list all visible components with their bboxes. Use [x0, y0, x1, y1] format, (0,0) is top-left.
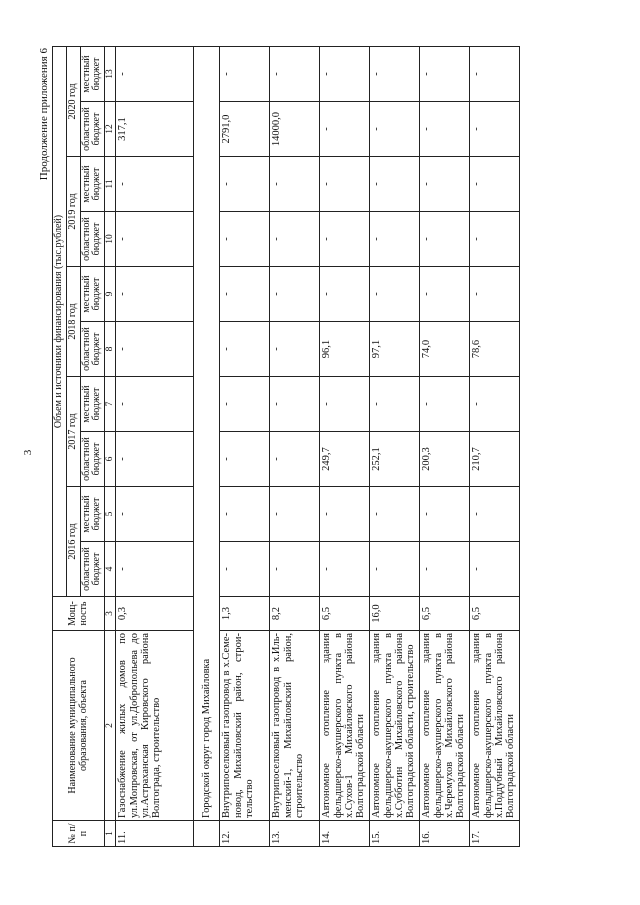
header-local: местный бюджет [80, 267, 105, 322]
capacity-value: 16,0 [370, 597, 420, 631]
continuation-note: Продолжение приложения 6 [38, 48, 50, 181]
funding-value: - [320, 212, 370, 267]
row-number: 17. [470, 821, 520, 847]
header-local: местный бюджет [80, 377, 105, 432]
row-number: 16. [420, 821, 470, 847]
funding-value: - [320, 377, 370, 432]
page-number: 3 [22, 449, 34, 456]
funding-value: - [370, 542, 420, 597]
header-year: 2020 год [66, 46, 80, 156]
col-number: 9 [105, 267, 116, 322]
col-number: 7 [105, 377, 116, 432]
header-funding: Объем и источники финансирования (тыс.рублей) [53, 46, 67, 596]
col-number: 4 [105, 542, 116, 597]
funding-value: 249,7 [320, 432, 370, 487]
header-year: 2017 год [66, 377, 80, 487]
funding-value: 74,0 [420, 322, 470, 377]
funding-value: - [370, 377, 420, 432]
funding-value: - [370, 487, 420, 542]
object-name: Автономное отопление здания фельдшерско-акушерского пункта в х.Субботин Михайловского района Волгоградской области, строительство [370, 631, 420, 821]
funding-value: - [420, 487, 470, 542]
funding-value: 200,3 [420, 432, 470, 487]
funding-value: - [116, 212, 194, 267]
table-row [320, 46, 370, 846]
col-number: 3 [105, 597, 116, 631]
funding-table [52, 46, 520, 847]
capacity-value: 8,2 [270, 597, 320, 631]
funding-value: - [420, 102, 470, 157]
funding-value: - [320, 487, 370, 542]
header-regional: областной бюджет [80, 102, 105, 157]
capacity-value: 6,5 [420, 597, 470, 631]
object-name: Внутрипоселковый газопровод в х.Семе-новод, Михайловский район, строи-тельство [220, 631, 270, 821]
table-row [370, 46, 420, 846]
funding-value: - [270, 46, 320, 101]
col-number: 12 [105, 102, 116, 157]
capacity-value: 1,3 [220, 597, 270, 631]
header-regional: областной бюджет [80, 322, 105, 377]
table-row [470, 46, 520, 846]
funding-value: 96,1 [320, 322, 370, 377]
table-row [220, 46, 270, 846]
funding-value: - [270, 212, 320, 267]
funding-value: - [220, 157, 270, 212]
funding-value: - [470, 46, 520, 101]
row-number: 14. [320, 821, 370, 847]
table-row [116, 46, 194, 846]
funding-value: - [220, 267, 270, 322]
funding-value: 14000,0 [270, 102, 320, 157]
funding-value: 97,1 [370, 322, 420, 377]
funding-value: - [420, 267, 470, 322]
funding-value: 210,7 [470, 432, 520, 487]
funding-value: - [470, 267, 520, 322]
funding-value: - [420, 212, 470, 267]
funding-value: - [470, 157, 520, 212]
header-year: 2018 год [66, 267, 80, 377]
header-num: № п/п [53, 821, 105, 847]
col-number: 6 [105, 432, 116, 487]
funding-value: - [270, 432, 320, 487]
funding-value: - [116, 542, 194, 597]
funding-value: - [220, 542, 270, 597]
header-regional: областной бюджет [80, 432, 105, 487]
funding-value: - [116, 157, 194, 212]
col-number: 2 [105, 631, 116, 821]
funding-value: - [116, 377, 194, 432]
row-number: 12. [220, 821, 270, 847]
funding-value: - [320, 267, 370, 322]
object-name: Автономное отопление здания фельдшерско-акушерского пункта в х.Поддубный Михайловского района Волгоградской области [470, 631, 520, 821]
funding-value: - [220, 46, 270, 101]
funding-value: - [370, 102, 420, 157]
funding-value: - [320, 542, 370, 597]
funding-value: - [420, 46, 470, 101]
funding-value: - [470, 542, 520, 597]
funding-value: - [220, 322, 270, 377]
funding-value: - [420, 377, 470, 432]
funding-value: - [320, 157, 370, 212]
funding-value: - [220, 377, 270, 432]
funding-value: - [420, 542, 470, 597]
header-capacity: Мощ-ность [53, 597, 105, 631]
funding-value: - [220, 487, 270, 542]
col-number: 13 [105, 46, 116, 101]
header-regional: областной бюджет [80, 212, 105, 267]
funding-value: - [220, 432, 270, 487]
funding-value: - [116, 46, 194, 101]
col-number: 1 [105, 821, 116, 847]
col-number: 10 [105, 212, 116, 267]
funding-value: 252,1 [370, 432, 420, 487]
funding-value: - [470, 212, 520, 267]
header-regional: областной бюджет [80, 542, 105, 597]
funding-value: - [116, 432, 194, 487]
funding-value: 317,1 [116, 102, 194, 157]
header-local: местный бюджет [80, 157, 105, 212]
header-year: 2016 год [66, 487, 80, 597]
capacity-value: 0,3 [116, 597, 194, 631]
row-number: 11. [116, 821, 194, 847]
section-num-cell [194, 821, 220, 847]
row-number: 15. [370, 821, 420, 847]
funding-value: - [116, 267, 194, 322]
section-title: Городской округ город Михайловка [194, 46, 220, 820]
funding-value: - [370, 267, 420, 322]
funding-value: - [116, 322, 194, 377]
header-name: Наименование муниципального образования, объекта [53, 631, 105, 821]
object-name: Внутрипоселковый газопровод в х.Иль-менский-1, Михайловский район, строительство [270, 631, 320, 821]
header-year: 2019 год [66, 157, 80, 267]
col-number: 5 [105, 487, 116, 542]
funding-value: - [370, 157, 420, 212]
table-row [420, 46, 470, 846]
section-row [194, 46, 220, 846]
funding-value: - [270, 377, 320, 432]
table-row [270, 46, 320, 846]
capacity-value: 6,5 [320, 597, 370, 631]
funding-value: - [270, 487, 320, 542]
table-body [116, 46, 520, 846]
funding-value: - [470, 377, 520, 432]
funding-value: - [116, 487, 194, 542]
row-number: 13. [270, 821, 320, 847]
funding-value: - [420, 157, 470, 212]
col-number: 11 [105, 157, 116, 212]
funding-value: 78,6 [470, 322, 520, 377]
funding-value: - [370, 212, 420, 267]
object-name: Автономное отопление здания фельдшерско-акушерского пункта в х.Черемухов Михайловского района Волгоградской области [420, 631, 470, 821]
col-number: 8 [105, 322, 116, 377]
funding-value: - [320, 102, 370, 157]
object-name: Автономное отопление здания фельдшерско-акушерского пункта в х.Сухов-1 Михайловского района Волгоградской области [320, 631, 370, 821]
funding-value: - [220, 212, 270, 267]
funding-value: 2791,0 [220, 102, 270, 157]
capacity-value: 6,5 [470, 597, 520, 631]
funding-value: - [370, 46, 420, 101]
funding-value: - [470, 487, 520, 542]
funding-value: - [320, 46, 370, 101]
funding-value: - [270, 157, 320, 212]
funding-value: - [270, 322, 320, 377]
funding-value: - [270, 542, 320, 597]
funding-value: - [270, 267, 320, 322]
header-local: местный бюджет [80, 46, 105, 101]
header-local: местный бюджет [80, 487, 105, 542]
funding-value: - [470, 102, 520, 157]
object-name: Газоснабжение жилых домов по ул.Мопровская, от ул.Добропольева до ул.Астраханская Кировского района Волгограда, строительство [116, 631, 194, 821]
